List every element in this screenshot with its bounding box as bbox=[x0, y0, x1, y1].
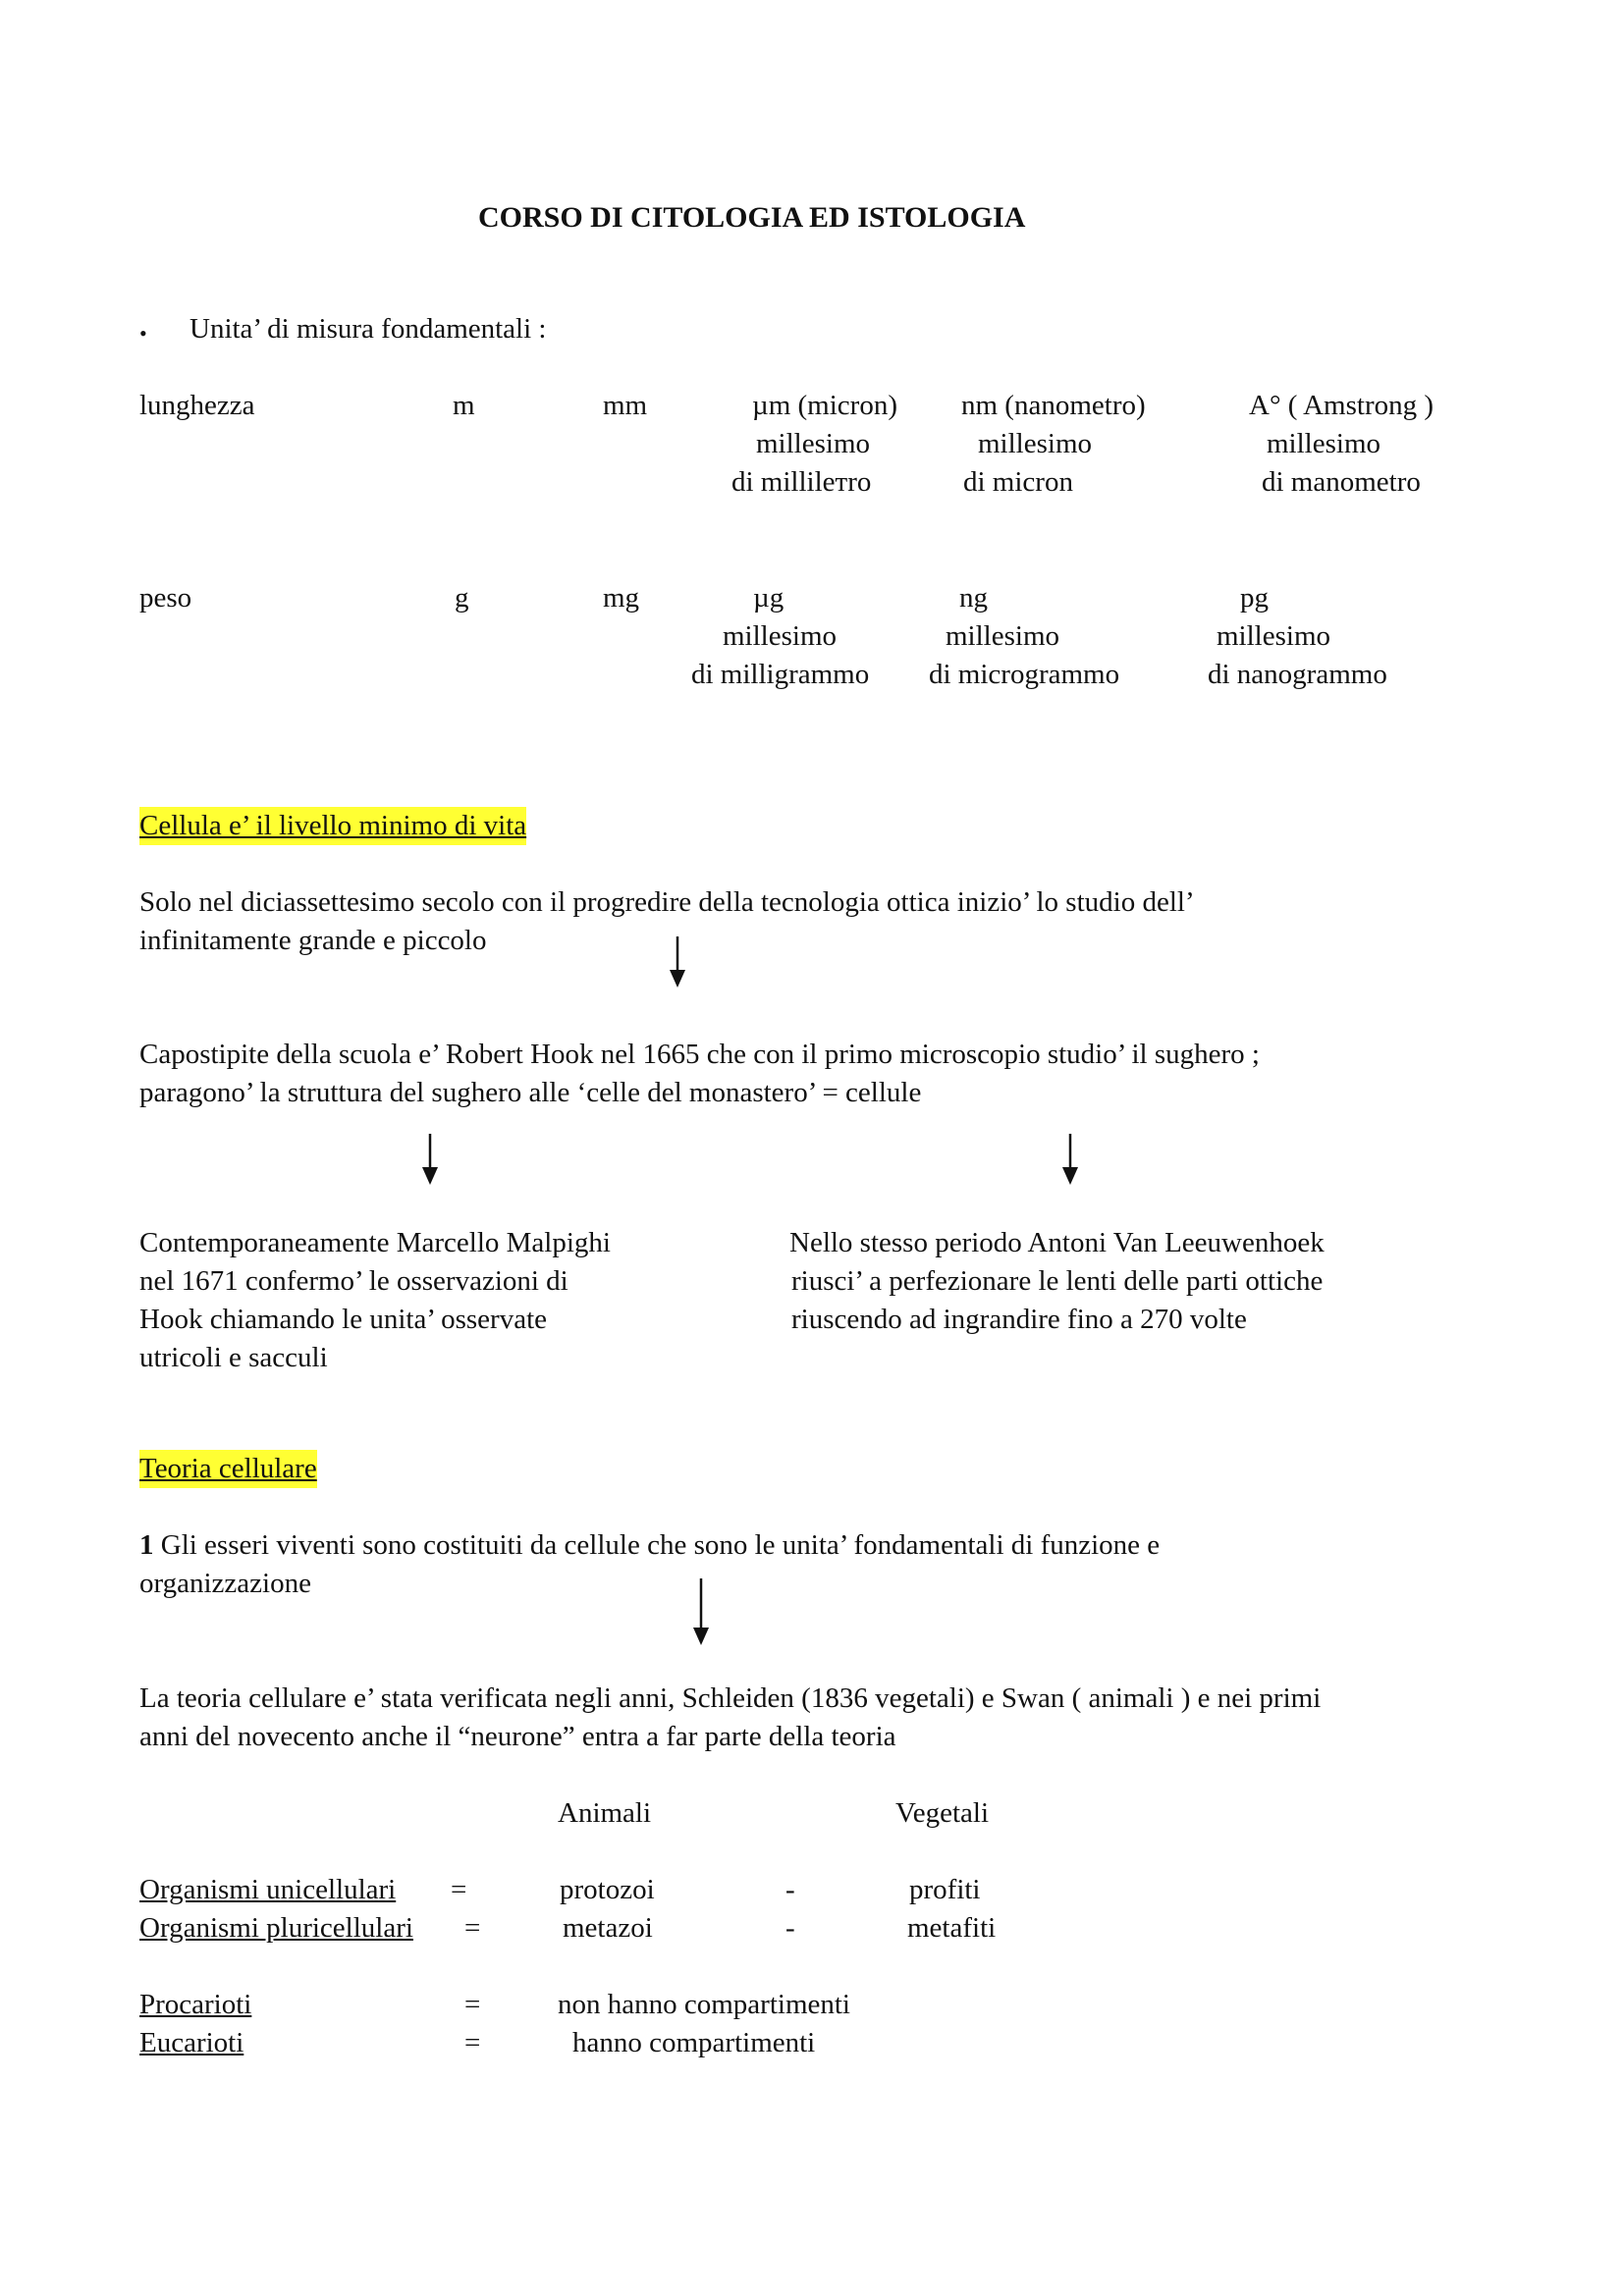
malpighi-line1: Contemporaneamente Marcello Malpighi bbox=[139, 1227, 611, 1258]
weight-unit-pico: pg bbox=[1240, 582, 1269, 614]
leeuwenhoek-line2: riusci’ a perfezionare le lenti delle parti ottiche bbox=[791, 1265, 1324, 1297]
length-micron-desc-2: di millilетro bbox=[731, 466, 872, 498]
weight-nano-desc-1: millesimo bbox=[946, 620, 1059, 652]
row-eucarioti-value: hanno compartimenti bbox=[572, 2027, 816, 2058]
teoria-p1-text: Gli esseri viventi sono costituiti da cellule che sono le unita’ fondamentali di funzione e bbox=[153, 1529, 1161, 1561]
weight-label: peso bbox=[139, 582, 192, 614]
weight-pico-desc-2: di nanogrammo bbox=[1208, 659, 1387, 690]
arrow-down-icon bbox=[670, 936, 685, 988]
weight-micro-desc-1: millesimo bbox=[723, 620, 837, 652]
arrow-down-icon bbox=[1062, 1134, 1078, 1185]
row-pluricellulari-vegetali: metafiti bbox=[907, 1912, 997, 1944]
cellula-p1-line1: Solo nel diciassettesimo secolo con il progredire della tecnologia ottica inizio’ lo studio dell’ bbox=[139, 886, 1195, 918]
arrow-down-icon bbox=[422, 1134, 438, 1185]
length-unit-angstrom: A° ( Amstrong ) bbox=[1249, 390, 1434, 421]
leeuwenhoek-line1: Nello stesso periodo Antoni Van Leeuwenhoek bbox=[789, 1227, 1325, 1258]
row-procarioti-value: non hanno compartimenti bbox=[558, 1989, 850, 2020]
malpighi-line4: utricoli e sacculi bbox=[139, 1342, 328, 1373]
teoria-p2-line2: anni del novecento anche il “neurone” entra a far parte della teoria bbox=[139, 1721, 896, 1752]
col-header-animali: Animali bbox=[558, 1797, 652, 1829]
malpighi-line2: nel 1671 confermo’ le osservazioni di bbox=[139, 1265, 568, 1297]
teoria-point-number: 1 bbox=[139, 1529, 154, 1561]
length-unit-mm: mm bbox=[603, 390, 648, 421]
weight-unit-nano: ng bbox=[959, 582, 988, 614]
teoria-p1-line2: organizzazione bbox=[139, 1568, 311, 1599]
row-pluricellulari-eq: = bbox=[464, 1912, 481, 1944]
row-unicellulari-vegetali: profiti bbox=[909, 1874, 981, 1905]
row-unicellulari-dash: - bbox=[785, 1874, 795, 1905]
weight-unit-mg: mg bbox=[603, 582, 640, 614]
row-pluricellulari-label: Organismi pluricellulari bbox=[139, 1912, 413, 1944]
teoria-p2-line1: La teoria cellulare e’ stata verificata negli anni, Schleiden (1836 vegetali) e Swan ( animali ) e nei primi bbox=[139, 1682, 1322, 1714]
units-heading: Unita’ di misura fondamentali : bbox=[189, 313, 547, 345]
row-unicellulari-eq: = bbox=[451, 1874, 467, 1905]
cellula-p2-line2: paragono’ la struttura del sughero alle ‘celle del monastero’ = cellule bbox=[139, 1077, 922, 1108]
row-procarioti-eq: = bbox=[464, 1989, 481, 2020]
weight-unit-micro: µg bbox=[753, 582, 784, 614]
length-unit-m: m bbox=[453, 390, 475, 421]
row-pluricellulari-dash: - bbox=[785, 1912, 795, 1944]
cellula-heading: Cellula e’ il livello minimo di vita bbox=[139, 807, 526, 845]
bullet-icon: • bbox=[139, 321, 147, 346]
cellula-p2-line1: Capostipite della scuola e’ Robert Hook nel 1665 che con il primo microscopio studio’ il sughero ; bbox=[139, 1039, 1260, 1070]
col-header-vegetali: Vegetali bbox=[895, 1797, 990, 1829]
length-unit-micron: µm (micron) bbox=[752, 390, 897, 421]
weight-nano-desc-2: di microgrammo bbox=[929, 659, 1120, 690]
row-pluricellulari-animali: metazoi bbox=[563, 1912, 653, 1944]
row-unicellulari-animali: protozoi bbox=[560, 1874, 655, 1905]
teoria-heading: Teoria cellulare bbox=[139, 1450, 317, 1488]
length-unit-nano: nm (nanometro) bbox=[961, 390, 1146, 421]
cellula-p1-line2: infinitamente grande e piccolo bbox=[139, 925, 487, 956]
malpighi-line3: Hook chiamando le unita’ osservate bbox=[139, 1304, 547, 1335]
weight-pico-desc-1: millesimo bbox=[1217, 620, 1330, 652]
length-nano-desc-2: di micron bbox=[963, 466, 1073, 498]
length-nano-desc-1: millesimo bbox=[978, 428, 1092, 459]
length-label: lunghezza bbox=[139, 390, 255, 421]
arrow-down-icon bbox=[693, 1578, 709, 1645]
page-title: CORSO DI CITOLOGIA ED ISTOLOGIA bbox=[478, 201, 1026, 234]
row-unicellulari-label: Organismi unicellulari bbox=[139, 1874, 397, 1905]
leeuwenhoek-line3: riuscendo ad ingrandire fino a 270 volte bbox=[791, 1304, 1247, 1335]
row-eucarioti-eq: = bbox=[464, 2027, 481, 2058]
teoria-p1-line1 bbox=[139, 1526, 1160, 1565]
weight-unit-g: g bbox=[455, 582, 469, 614]
row-procarioti-label: Procarioti bbox=[139, 1989, 252, 2020]
row-eucarioti-label: Eucarioti bbox=[139, 2027, 244, 2058]
length-ang-desc-1: millesimo bbox=[1267, 428, 1380, 459]
weight-micro-desc-2: di milligrammo bbox=[691, 659, 870, 690]
length-micron-desc-1: millesimo bbox=[756, 428, 870, 459]
length-ang-desc-2: di manometro bbox=[1262, 466, 1421, 498]
